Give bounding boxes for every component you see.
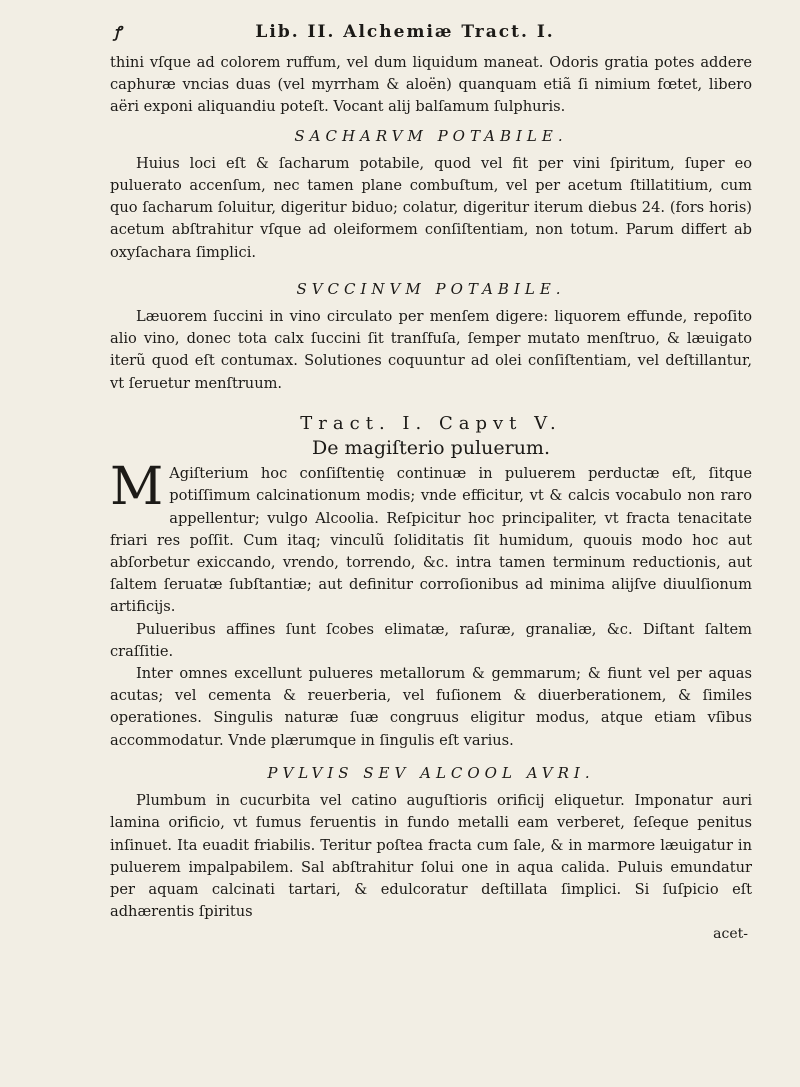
section-title-sacharum: SACHARVM POTABILE. <box>294 126 568 145</box>
paragraph-inter-omnes: Inter omnes excellunt pulueres metallorum & gemmarum; & fiunt vel per aquas acutas; vel cementa & reuerberia, vel fuſionem & diuerberationem, & ſimiles operationes. Singulis naturæ ſuæ congruus eligitur modus, atque etiam vſibus accommodatur. Vnde plærumque in ſingulis eſt varius. <box>110 665 752 749</box>
paragraph-affines: Pulueribus affines ſunt ſcobes elimatæ, raſuræ, granaliæ, &c. Diſtant ſaltem craſſitie. <box>110 620 752 660</box>
section-title-succinum: SVCCINVM POTABILE. <box>296 279 566 298</box>
paragraph-succinum: Læuorem ſuccini in vino circulato per menſem digere: liquorem effunde, repoſito alio vino, donec tota calx ſuccini ſit tranſfuſa, ſemper mutato menſtruo, & læuigato iterũ quod eſt contumax. Solutiones coquuntur ad olei conſiſtentiam, vel deſtillantur, vt ſeruetur menſtruum. <box>110 308 752 392</box>
paragraph-plumbum: Plumbum in cucurbita vel catino auguſtioris orificij eliquetur. Imponatur auri lamina orificio, vt fumus feruentis in fundo metalli eam verberet, ſeſeque penitus inſinuet. Ita euadit friabilis. Teritur poſtea fracta cum ſale, & in marmore læuigatur in puluerem impalpabilem. Sal abſtrahitur ſolui one in aqua calida. Puluis emundatur per aquam calcinati tartari, & edulcoratur deſtillata ſimplici. Si ſuſpicio eſt adhærentis ſpiritus <box>110 792 752 921</box>
ornament-mark: ꝭ <box>114 23 123 41</box>
paragraph-intro: thini vſque ad colorem ruffum, vel dum liquidum maneat. Odoris gratia potes addere caphuræ vncias duas (vel myrrham & aloën) quanquam etiã ſi nimium fœtet, libero aëri exponi aliquandiu poteſt. Vocant alij balſamum ſulphuris. <box>110 54 752 116</box>
paragraph-magisterium-text: Agiſterium hoc conſiſtentię continuæ in puluerem perductæ eſt, ſitque potiſſimum calcinationum modis; vnde efficitur, vt & calcis vocabulo non raro appellentur; vulgo Alcoolia. Reſpicitur hoc principaliter, vt fracta tenacitate friari res poſſit. Cum itaq; vinculũ ſoliditatis ſit humidum, quouis modo hoc aut abſorbetur exiccando, vrendo, torrendo, &c. intra tamen terminum reductionis, aut ſaltem ſeruatæ ſubſtantiæ; aut definitur corroſionibus ad minima alijſve diuulſionum artificijs. <box>110 465 752 616</box>
paragraph-magisterium <box>110 457 752 618</box>
chapter-heading: Tract. I. Capvt V. <box>300 412 562 434</box>
page-body <box>110 52 752 946</box>
chapter-title: De magiſterio puluerum. <box>312 437 550 460</box>
page-header <box>114 22 708 52</box>
catchword: acet- <box>713 926 748 943</box>
section-title-pulvis-auri: PVLVIS SEV ALCOOL AVRI. <box>267 763 595 782</box>
paragraph-sacharum: Huius loci eſt & ſacharum potabile, quod vel fit per vini ſpiritum, ſuper eo puluerato accenſum, nec tamen plane combuſtum, vel per acetum ſtillatitium, cum quo ſacharum ſoluitur, digeritur biduo; colatur, digeritur iterum diebus 24. (fors horis) acetum abſtrahitur vſque ad oleiformem conſiſtentiam, non totum. Parum differt ab oxyſachara ſimplici. <box>110 154 752 261</box>
running-head: Lib. II. Alchemiæ Tract. I. <box>255 22 555 42</box>
drop-capital: M <box>110 457 164 518</box>
